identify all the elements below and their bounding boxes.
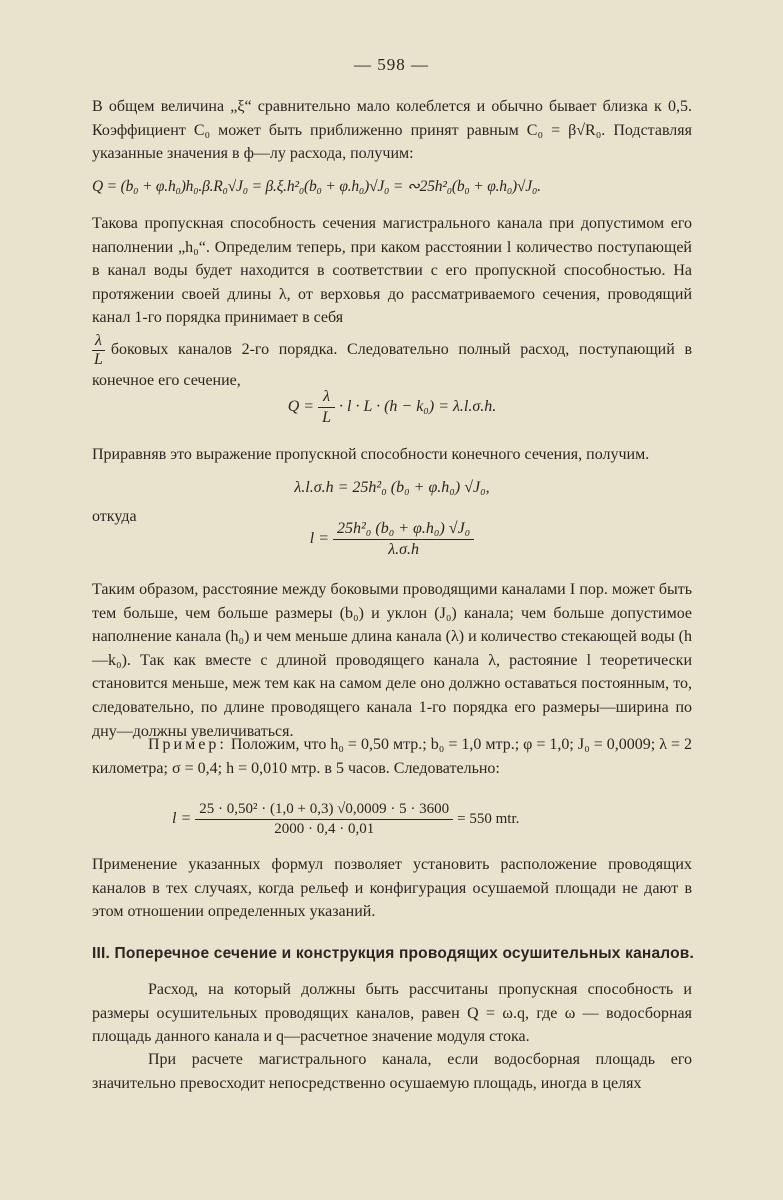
fraction-denominator: L — [322, 409, 332, 426]
formula-distance — [92, 520, 692, 559]
fraction-denominator: λ.σ.h — [388, 541, 420, 558]
fraction-numerator: 25h²₀ (b₀ + φ.h₀) √J₀ — [333, 520, 474, 540]
paragraph-text: В общем величина „ξ“ сравнительно мало колеблется и обычно бывает близка к 0,5. Коэффициент C₀ может быть приближенно принят равным C₀ = β√R₀. Подставляя указанные значения в ф—лу расхода, получим: — [92, 98, 692, 163]
paragraph-equating — [92, 443, 692, 467]
paragraph-text: Такова пропускная способность сечения магистрального канала при допустимом его наполнении „h₀“. Определим теперь, при каком расстоянии l количество поступающей в канал воды будет находится в соответствии с его пропускной способностью. На протяжении своей длины λ, от верховья до рассматриваемого сечения, проводящий канал 1-го порядка принимает в себя — [92, 215, 692, 327]
paragraph-text: Применение указанных формул позволяет установить расположение проводящих каналов в тех случаях, когда рельеф и конфигурация осушаемой площади не дают в этом отношении определенных указаний. — [92, 856, 692, 921]
formula-total-discharge — [92, 388, 692, 427]
paragraph-conclusion — [92, 578, 692, 743]
paragraph-example — [92, 733, 692, 780]
paragraph-text-continued — [92, 332, 692, 393]
formula-right: = 550 mtr. — [457, 811, 520, 828]
paragraph-text: боковых каналов 2-го порядка. Следовательно полный расход, поступающий в конечное его сечение, — [92, 341, 692, 389]
formula-fraction — [318, 388, 335, 427]
formula-discharge: Q = (b₀ + φ.h₀)h₀.β.R₀√J₀ = β.ξ.h²₀(b₀ + φ.h₀)√J₀ = ∾25h²₀(b₀ + φ.h₀)√J₀. — [92, 178, 541, 195]
formula-equality: λ.l.σ.h = 25h²₀ (b₀ + φ.h₀) √J₀, — [294, 479, 490, 496]
page-number: — 598 — — [354, 55, 429, 74]
fraction-numerator: λ — [318, 388, 335, 408]
paragraph-text: откуда — [92, 508, 137, 525]
paragraph-text: Таким образом, расстояние между боковыми проводящими каналами I пор. может быть тем больше, чем больше размеры (b₀) и уклон (J₀) канала; чем больше допустимое наполнение канала (h₀) и чем меньше длина канала (λ) и количество стекающей воды (h—k₀). Так как вместе с длиной проводящего канала λ, растояние l теоретически становится меньше, меж тем как на самом деле оно должно оставаться постоянным, то, следовательно, по длине проводящего канала 1-го порядка его размеры—ширина по дну—должны увеличиваться. — [92, 581, 692, 740]
example-text: Положим, что h₀ = 0,50 мтр.; b₀ = 1,0 мтр.; φ = 1,0; J₀ = 0,0009; λ = 2 километра; σ = 0,4; h = 0,010 мтр. в 5 часов. Следовательно: — [92, 736, 692, 777]
section-heading: III. Поперечное сечение и конструкция проводящих осушительных каналов. — [92, 945, 695, 962]
paragraph-text — [92, 733, 692, 780]
fraction-numerator: 25 · 0,50² · (1,0 + 0,3) √0,0009 · 5 · 3600 — [195, 801, 453, 820]
paragraph-application — [92, 853, 692, 924]
example-label: Пример: — [148, 736, 227, 753]
formula-fraction — [333, 520, 474, 559]
inline-fraction — [92, 332, 105, 369]
paragraph-text: Расход, на который должны быть рассчитаны пропускная способность и размеры осушительных проводящих каналов, равен Q = ω.q, где ω — водосборная площадь данного канала и q—расчетное значение модуля стока. — [92, 981, 692, 1046]
formula-right: · l · L · (h − k₀) = λ.l.σ.h. — [339, 398, 497, 416]
formula-example — [92, 801, 692, 838]
fraction-denominator: L — [94, 350, 103, 368]
fraction-denominator: 2000 · 0,4 · 0,01 — [274, 821, 375, 837]
fraction-numerator: λ — [92, 332, 105, 351]
paragraph-discharge-calc — [92, 978, 692, 1049]
formula-fraction — [195, 801, 453, 838]
formula-left: Q = — [287, 398, 315, 416]
paragraph-text: Приравняв это выражение пропускной способности конечного сечения, получим. — [92, 446, 650, 463]
paragraph-text: При расчете магистрального канала, если водосборная площадь его значительно превосходит непосредственно осушаемую площадь, иногда в целях — [92, 1051, 692, 1092]
paragraph-main-canal — [92, 1048, 692, 1095]
formula-left: l = — [172, 810, 192, 828]
paragraph-xi-coefficient — [92, 95, 692, 166]
paragraph-capacity — [92, 212, 692, 393]
formula-left: l = — [309, 530, 329, 548]
